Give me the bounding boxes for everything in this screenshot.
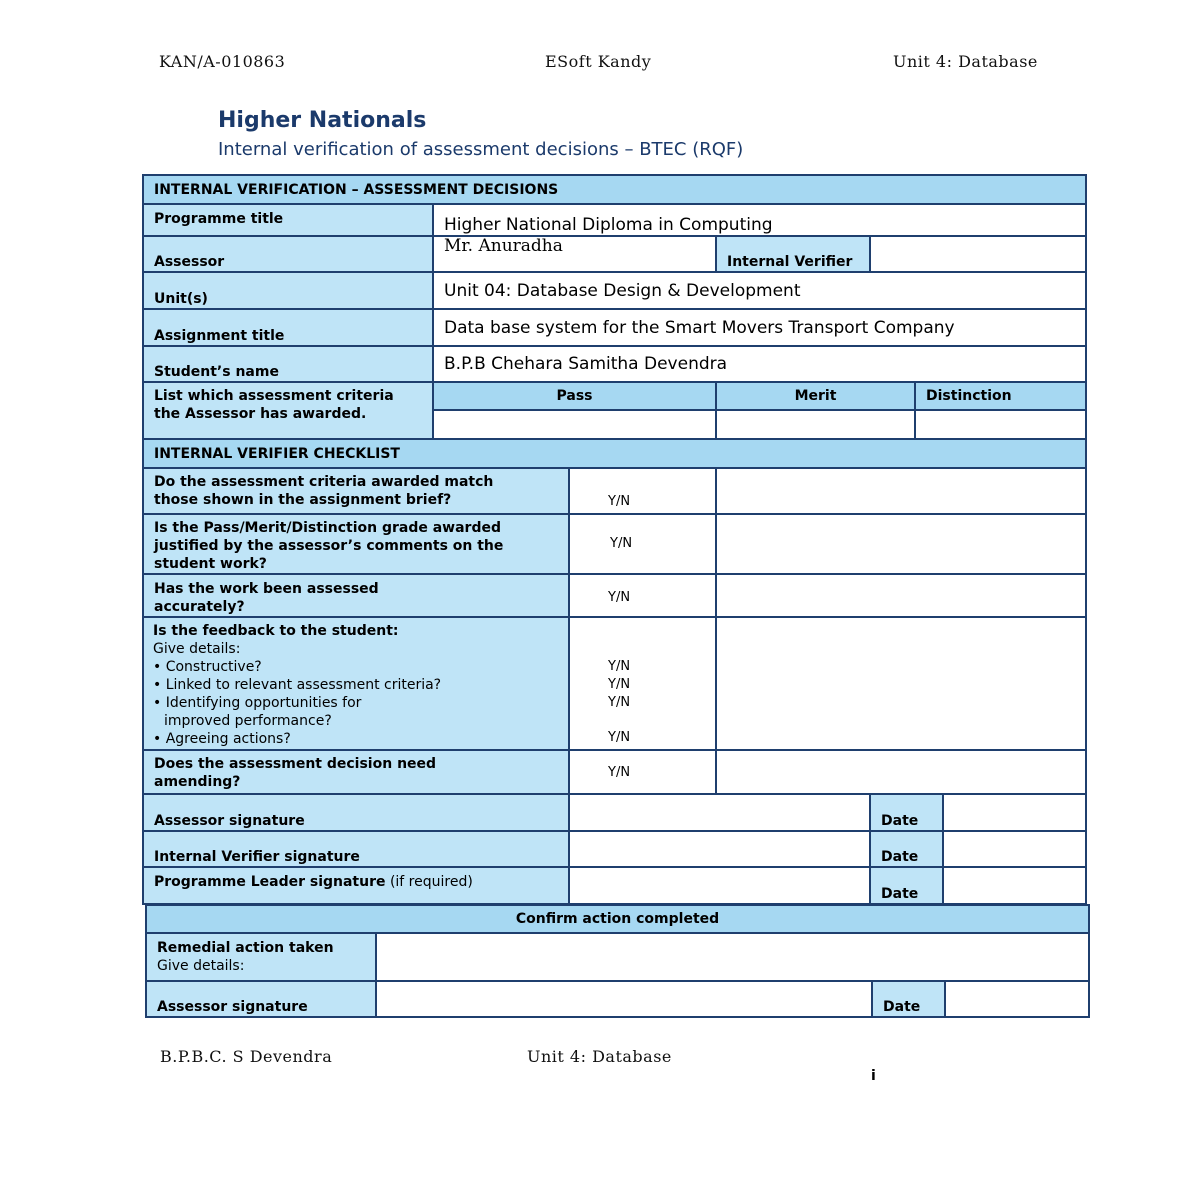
grade-merit-value[interactable] xyxy=(715,409,916,440)
grade-distinction-value[interactable] xyxy=(914,409,1087,440)
section-title: INTERNAL VERIFICATION – ASSESSMENT DECISIONS xyxy=(142,174,1087,205)
comment-field-3[interactable] xyxy=(715,573,1087,618)
checklist-question-2: Is the Pass/Merit/Distinction grade awarded justified by the assessor’s comments on the student work? xyxy=(142,513,570,575)
pl-signature-field[interactable] xyxy=(568,866,871,905)
iv-date-label: Date xyxy=(869,830,944,868)
assessor-date-label: Date xyxy=(869,793,944,832)
comment-field-4[interactable] xyxy=(715,616,1087,751)
grade-pass-value[interactable] xyxy=(432,409,717,440)
footer-left: B.P.B.C. S Devendra xyxy=(160,1047,333,1066)
page-title: Higher Nationals xyxy=(218,108,427,133)
programme-label: Programme title xyxy=(142,203,434,237)
yn-field-5[interactable]: Y/N xyxy=(568,749,717,795)
yn-field-4[interactable]: Y/N Y/N Y/N Y/N xyxy=(568,616,717,751)
assessor-signature-field[interactable] xyxy=(568,793,871,832)
checklist-question-4: Is the feedback to the student: Give details: • Constructive? • Linked to relevant assessment criteria? • Identifying opportunities for improved performance? • Agreeing actions? xyxy=(142,616,570,751)
remedial-field[interactable] xyxy=(375,932,1090,982)
header-left: KAN/A-010863 xyxy=(159,52,286,71)
grade-distinction-header: Distinction xyxy=(914,381,1087,411)
iv-signature-field[interactable] xyxy=(568,830,871,868)
checklist-question-3: Has the work been assessed accurately? xyxy=(142,573,570,618)
pl-signature-label: Programme Leader signature (if required) xyxy=(142,866,570,905)
iv-signature-label: Internal Verifier signature xyxy=(142,830,570,868)
confirm-assessor-signature-label: Assessor signature xyxy=(145,980,377,1018)
programme-value[interactable]: Higher National Diploma in Computing xyxy=(432,203,1087,237)
yn-field-3[interactable]: Y/N xyxy=(568,573,717,618)
header-center: ESoft Kandy xyxy=(545,52,652,71)
grade-merit-header: Merit xyxy=(715,381,916,411)
assessor-value[interactable]: Mr. Anuradha xyxy=(432,235,717,273)
confirm-date-label: Date xyxy=(871,980,946,1018)
confirm-date-field[interactable] xyxy=(944,980,1090,1018)
assignment-label: Assignment title xyxy=(142,308,434,347)
checklist-question-1: Do the assessment criteria awarded match those shown in the assignment brief? xyxy=(142,467,570,515)
comment-field-5[interactable] xyxy=(715,749,1087,795)
student-value[interactable]: B.P.B Chehara Samitha Devendra xyxy=(432,345,1087,383)
grade-pass-header: Pass xyxy=(432,381,717,411)
page-subtitle: Internal verification of assessment decisions – BTEC (RQF) xyxy=(218,139,744,160)
internal-verifier-value[interactable] xyxy=(869,235,1087,273)
pl-date-label: Date xyxy=(869,866,944,905)
page-number: i xyxy=(871,1068,876,1084)
internal-verifier-label: Internal Verifier xyxy=(715,235,871,273)
unit-label: Unit(s) xyxy=(142,271,434,310)
unit-value[interactable]: Unit 04: Database Design & Development xyxy=(432,271,1087,310)
confirm-assessor-signature-field[interactable] xyxy=(375,980,873,1018)
assessor-label: Assessor xyxy=(142,235,434,273)
yn-field-2[interactable]: Y/N xyxy=(568,513,717,575)
confirm-title: Confirm action completed xyxy=(145,904,1090,934)
iv-date-field[interactable] xyxy=(942,830,1087,868)
yn-field-1[interactable]: Y/N xyxy=(568,467,717,515)
remedial-label: Remedial action taken Give details: xyxy=(145,932,377,982)
student-label: Student’s name xyxy=(142,345,434,383)
checklist-title: INTERNAL VERIFIER CHECKLIST xyxy=(142,438,1087,469)
footer-center: Unit 4: Database xyxy=(527,1047,672,1066)
criteria-label: List which assessment criteria the Assessor has awarded. xyxy=(142,381,434,440)
assessor-date-field[interactable] xyxy=(942,793,1087,832)
checklist-question-5: Does the assessment decision need amending? xyxy=(142,749,570,795)
assessor-signature-label: Assessor signature xyxy=(142,793,570,832)
pl-date-field[interactable] xyxy=(942,866,1087,905)
assignment-value[interactable]: Data base system for the Smart Movers Transport Company xyxy=(432,308,1087,347)
comment-field-1[interactable] xyxy=(715,467,1087,515)
comment-field-2[interactable] xyxy=(715,513,1087,575)
header-right: Unit 4: Database xyxy=(893,52,1038,71)
